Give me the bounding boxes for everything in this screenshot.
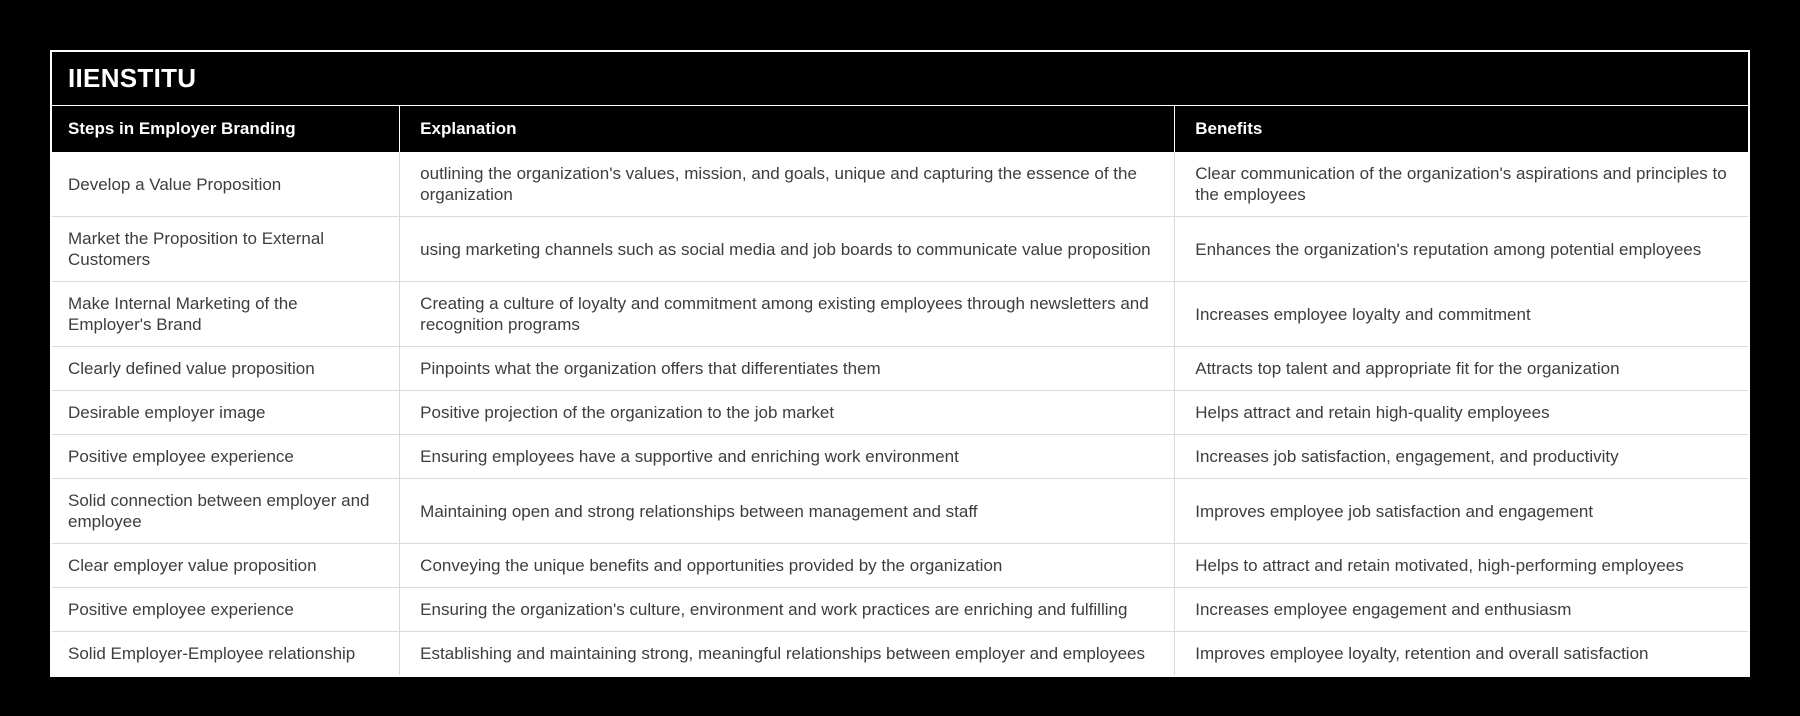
table-row — [52, 435, 1748, 479]
step-cell: Positive employee experience — [52, 435, 400, 479]
column-header-steps: Steps in Employer Branding — [52, 106, 400, 152]
branding-table-card — [50, 50, 1750, 677]
explanation-cell: Ensuring the organization's culture, environment and work practices are enriching and fulfilling — [400, 588, 1175, 632]
title-bar — [52, 52, 1748, 106]
table-row — [52, 282, 1748, 347]
explanation-cell: Conveying the unique benefits and opportunities provided by the organization — [400, 544, 1175, 588]
benefit-cell: Increases job satisfaction, engagement, and productivity — [1175, 435, 1748, 479]
benefit-cell: Improves employee job satisfaction and engagement — [1175, 479, 1748, 544]
step-cell: Positive employee experience — [52, 588, 400, 632]
benefit-cell: Increases employee engagement and enthusiasm — [1175, 588, 1748, 632]
benefit-cell: Helps to attract and retain motivated, high-performing employees — [1175, 544, 1748, 588]
benefit-cell: Clear communication of the organization's aspirations and principles to the employees — [1175, 152, 1748, 217]
step-cell: Desirable employer image — [52, 391, 400, 435]
table-row — [52, 152, 1748, 217]
explanation-cell: Positive projection of the organization to the job market — [400, 391, 1175, 435]
step-cell: Solid connection between employer and employee — [52, 479, 400, 544]
benefit-cell: Enhances the organization's reputation among potential employees — [1175, 217, 1748, 282]
table-row — [52, 479, 1748, 544]
step-cell: Clearly defined value proposition — [52, 347, 400, 391]
explanation-cell: Creating a culture of loyalty and commitment among existing employees through newsletters and recognition programs — [400, 282, 1175, 347]
explanation-cell: Maintaining open and strong relationships between management and staff — [400, 479, 1175, 544]
table-body — [52, 152, 1748, 675]
explanation-cell: outlining the organization's values, mission, and goals, unique and capturing the essence of the organization — [400, 152, 1175, 217]
benefit-cell: Helps attract and retain high-quality employees — [1175, 391, 1748, 435]
benefit-cell: Attracts top talent and appropriate fit for the organization — [1175, 347, 1748, 391]
explanation-cell: Ensuring employees have a supportive and enriching work environment — [400, 435, 1175, 479]
employer-branding-table — [52, 106, 1748, 675]
brand-title: IIENSTITU — [68, 63, 197, 93]
table-row — [52, 632, 1748, 676]
step-cell: Clear employer value proposition — [52, 544, 400, 588]
benefit-cell: Improves employee loyalty, retention and overall satisfaction — [1175, 632, 1748, 676]
explanation-cell: using marketing channels such as social media and job boards to communicate value proposition — [400, 217, 1175, 282]
table-row — [52, 347, 1748, 391]
column-header-benefits: Benefits — [1175, 106, 1748, 152]
table-row — [52, 391, 1748, 435]
table-row — [52, 544, 1748, 588]
step-cell: Make Internal Marketing of the Employer's Brand — [52, 282, 400, 347]
step-cell: Market the Proposition to External Customers — [52, 217, 400, 282]
table-row — [52, 588, 1748, 632]
step-cell: Solid Employer-Employee relationship — [52, 632, 400, 676]
table-row — [52, 217, 1748, 282]
table-header-row — [52, 106, 1748, 152]
column-header-explanation: Explanation — [400, 106, 1175, 152]
explanation-cell: Establishing and maintaining strong, meaningful relationships between employer and employees — [400, 632, 1175, 676]
explanation-cell: Pinpoints what the organization offers that differentiates them — [400, 347, 1175, 391]
step-cell: Develop a Value Proposition — [52, 152, 400, 217]
benefit-cell: Increases employee loyalty and commitment — [1175, 282, 1748, 347]
